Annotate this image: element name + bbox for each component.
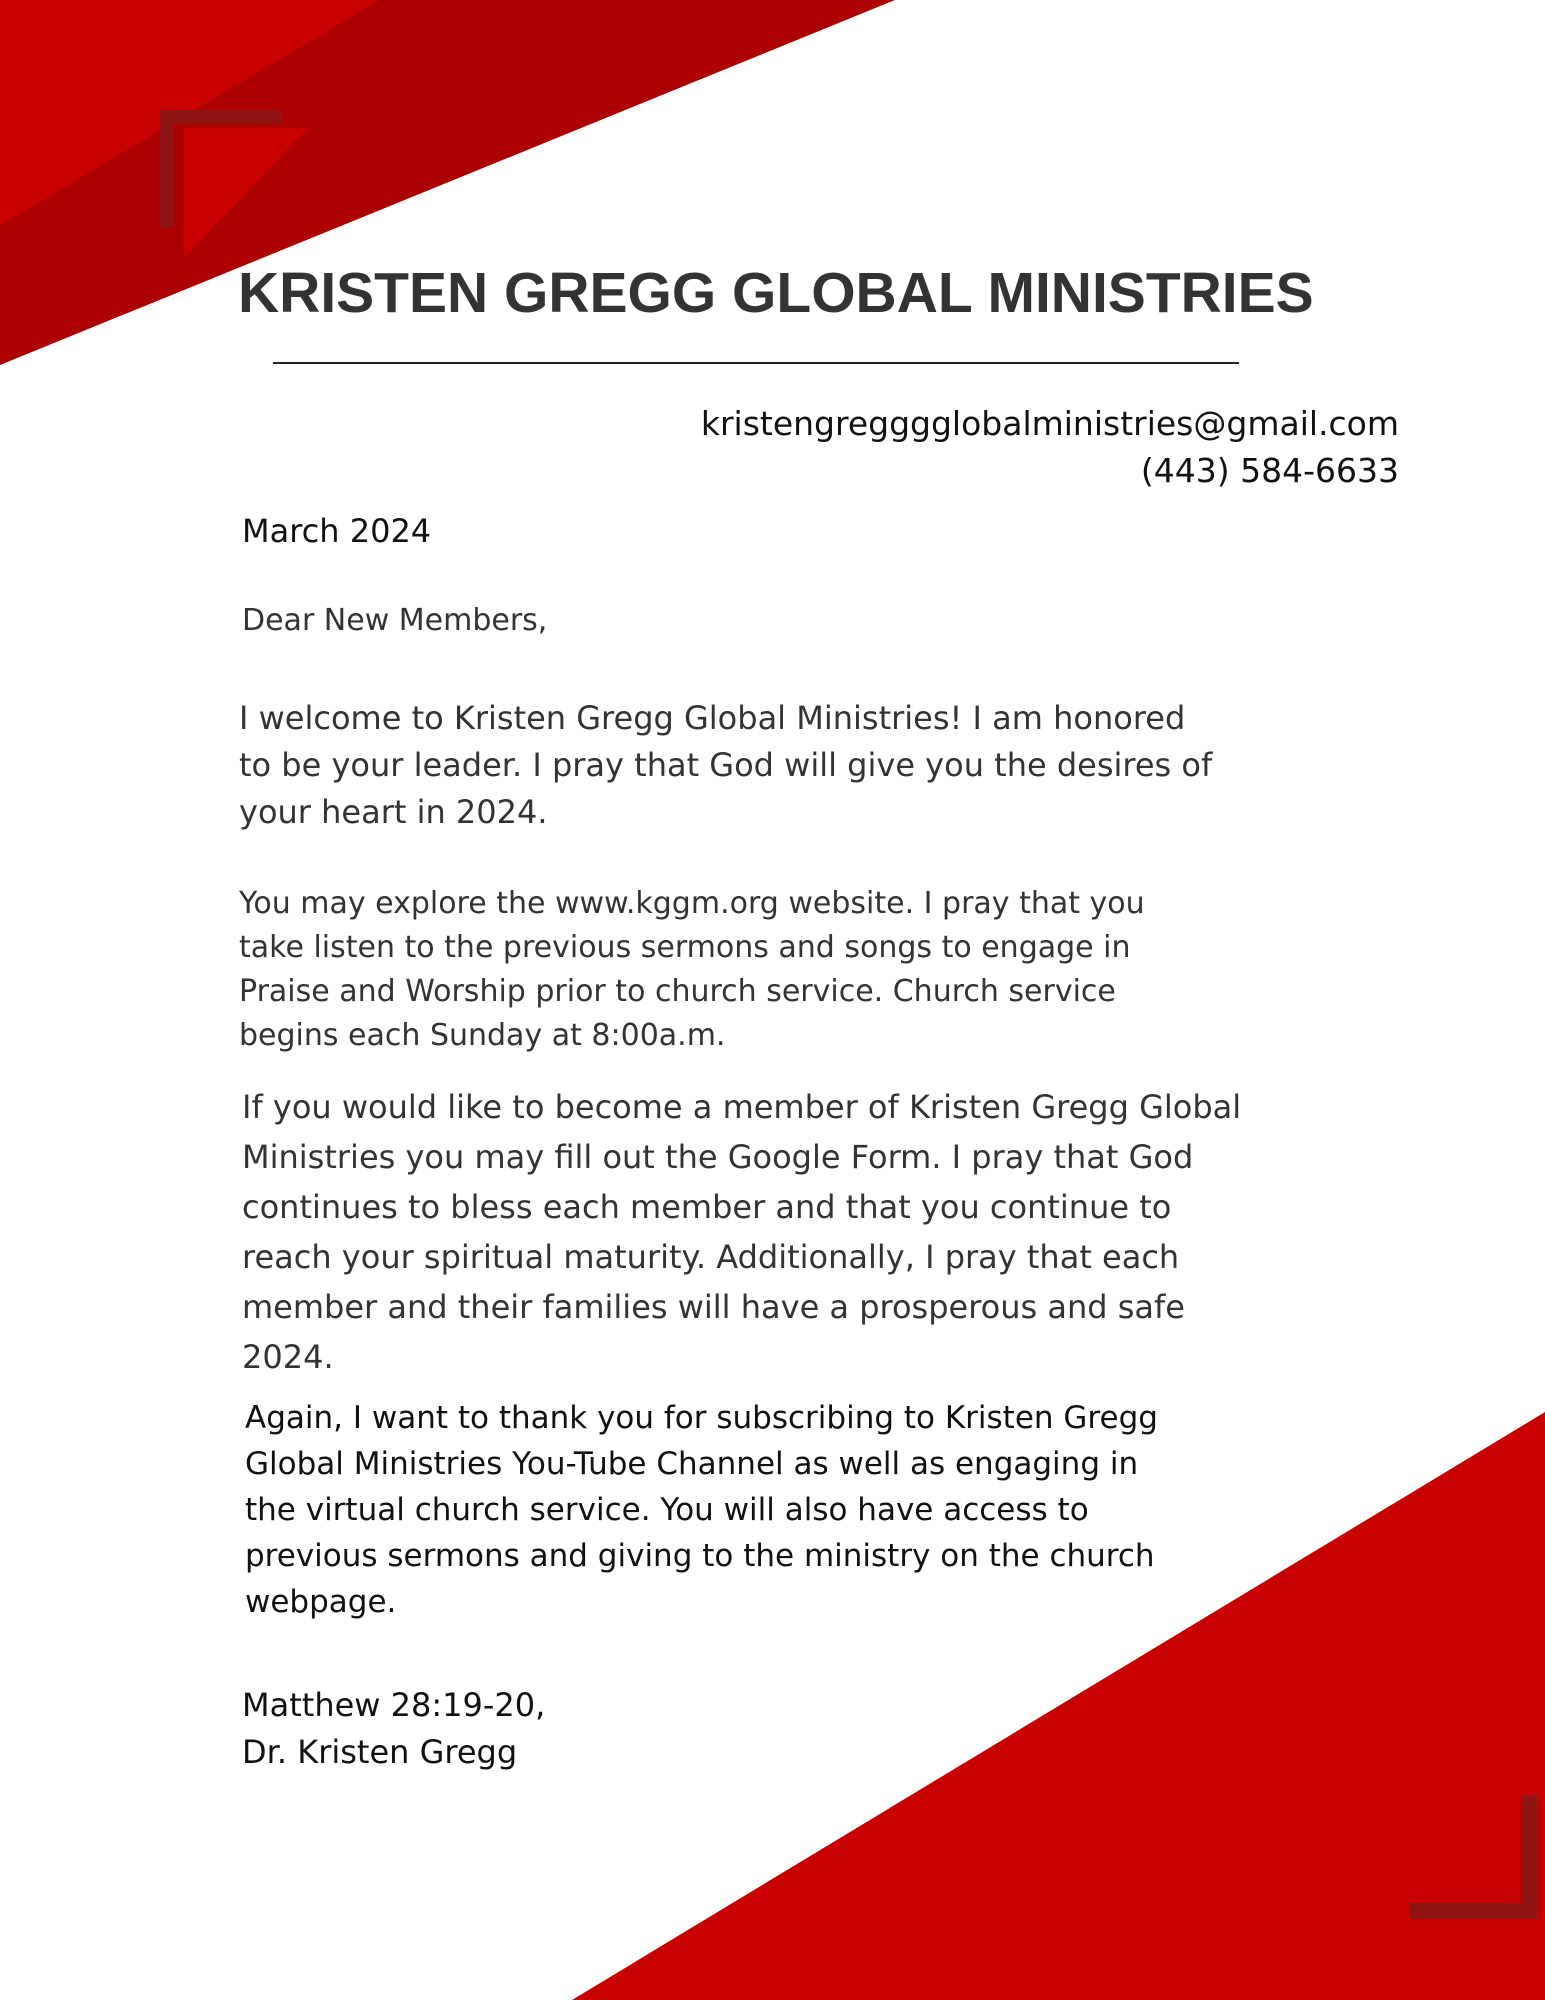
- paragraph-line: Ministries you may fill out the Google Form. I pray that God: [242, 1138, 1194, 1176]
- paragraph-line: take listen to the previous sermons and songs to engage in: [239, 930, 1131, 965]
- paragraph-line: reach your spiritual maturity. Additionally, I pray that each: [242, 1238, 1180, 1276]
- paragraph-line: 2024.: [242, 1338, 334, 1376]
- paragraph-website: [239, 882, 1145, 1058]
- closing-block: [242, 1682, 545, 1776]
- scripture-reference: Matthew 28:19-20,: [242, 1686, 546, 1724]
- salutation: Dear New Members,: [242, 603, 548, 638]
- header-divider: [273, 362, 1239, 364]
- paragraph-line: Global Ministries You-Tube Channel as well as engaging in: [245, 1446, 1139, 1482]
- ministry-title: KRISTEN GREGG GLOBAL MINISTRIES: [238, 261, 1314, 325]
- contact-block: [701, 400, 1399, 494]
- paragraph-line: begins each Sunday at 8:00a.m.: [239, 1018, 726, 1053]
- paragraph-line: member and their families will have a prosperous and safe: [242, 1288, 1185, 1326]
- signature-name: Dr. Kristen Gregg: [242, 1733, 518, 1771]
- email-address: kristengregggglobalministries@gmail.com: [700, 404, 1399, 443]
- paragraph-membership: [242, 1082, 1241, 1382]
- letter-date: March 2024: [242, 512, 432, 550]
- paragraph-line: Again, I want to thank you for subscribing to Kristen Gregg: [245, 1400, 1158, 1436]
- paragraph-line: your heart in 2024.: [239, 793, 548, 831]
- paragraph-line: the virtual church service. You will also have access to: [245, 1492, 1089, 1528]
- paragraph-thanks: [245, 1395, 1158, 1625]
- paragraph-line: Praise and Worship prior to church service. Church service: [239, 974, 1116, 1009]
- paragraph-line: continues to bless each member and that you continue to: [242, 1188, 1172, 1226]
- paragraph-welcome: [239, 695, 1212, 836]
- paragraph-line: If you would like to become a member of Kristen Gregg Global: [242, 1088, 1242, 1126]
- paragraph-line: to be your leader. I pray that God will give you the desires of: [239, 746, 1213, 784]
- paragraph-line: I welcome to Kristen Gregg Global Ministries! I am honored: [239, 699, 1186, 737]
- phone-number: (443) 584-6633: [1140, 451, 1399, 490]
- paragraph-line: webpage.: [245, 1584, 397, 1620]
- paragraph-line: You may explore the www.kggm.org website. I pray that you: [239, 886, 1145, 921]
- paragraph-line: previous sermons and giving to the ministry on the church: [245, 1538, 1155, 1574]
